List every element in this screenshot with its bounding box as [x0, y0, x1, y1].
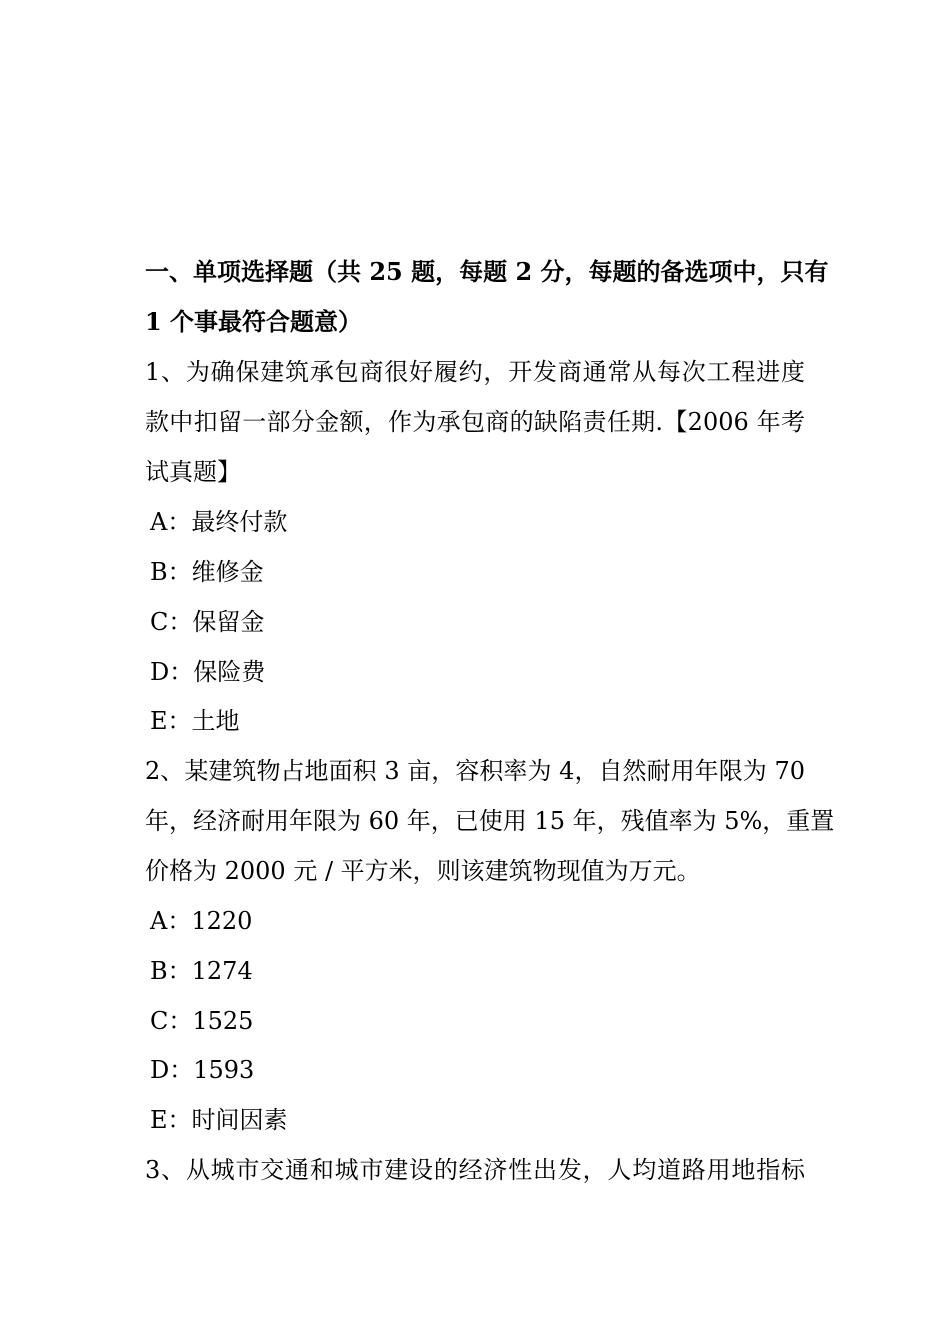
question-1-stem-line-3: 试真题】 [145, 458, 241, 486]
question-1-option-a: A：最终付款 [150, 508, 288, 536]
question-1-stem-line-2: 款中扣留一部分金额，作为承包商的缺陷责任期.【2006 年考 [145, 408, 805, 436]
question-2-option-a: A：1220 [150, 907, 253, 935]
question-1-option-b: B：维修金 [150, 558, 264, 586]
section-heading-line-1: 一、单项选择题（共 25 题，每题 2 分，每题的备选项中，只有 [145, 257, 829, 286]
question-3-stem-line-1: 3、从城市交通和城市建设的经济性出发，人均道路用地指标 [145, 1156, 805, 1184]
question-1-option-d: D：保险费 [150, 658, 266, 686]
question-2-option-e: E：时间因素 [150, 1106, 288, 1134]
question-2-stem-line-1: 2、某建筑物占地面积 3 亩，容积率为 4，自然耐用年限为 70 [145, 757, 805, 785]
section-heading-line-2: 1 个事最符合题意） [145, 307, 363, 336]
question-2-stem-line-3: 价格为 2000 元 / 平方米，则该建筑物现值为万元。 [145, 857, 701, 885]
question-1-stem-line-1: 1、为确保建筑承包商很好履约，开发商通常从每次工程进度 [145, 358, 805, 386]
question-1-option-e: E：土地 [150, 707, 240, 735]
question-2-option-c: C：1525 [150, 1007, 254, 1035]
question-1-option-c: C：保留金 [150, 608, 265, 636]
question-2-option-d: D：1593 [150, 1056, 255, 1084]
question-2-option-b: B：1274 [150, 957, 253, 985]
question-2-stem-line-2: 年，经济耐用年限为 60 年，已使用 15 年，残值率为 5%，重置 [145, 807, 835, 835]
